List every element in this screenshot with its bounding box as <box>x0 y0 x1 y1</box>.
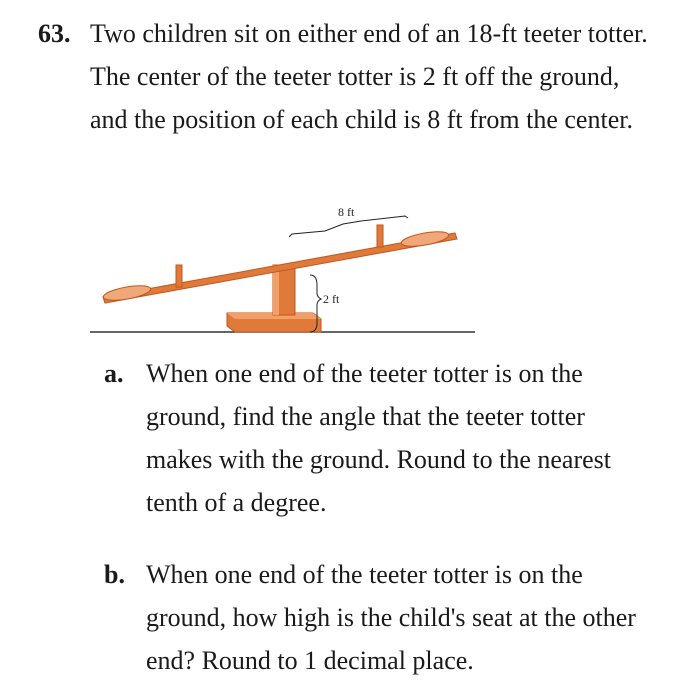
distance-bracket <box>289 216 408 237</box>
right-seat <box>400 229 449 249</box>
part-b-label: b. <box>104 560 125 589</box>
part-a-label: a. <box>104 359 124 388</box>
distance-label: 8 ft <box>338 205 355 219</box>
left-seat <box>102 283 151 303</box>
height-label: 2 ft <box>323 292 340 306</box>
left-handle <box>176 265 182 287</box>
part-b-text: When one end of the teeter totter is on the ground, how high is the child's seat at the other end? Round to 1 decimal place. <box>146 560 636 675</box>
problem-number: 63. <box>38 19 71 48</box>
problem-statement: Two children sit on either end of an 18-ft teeter totter. The center of the teeter totter is 2 ft off the ground, and the position of each child is 8 ft from the center. <box>90 19 648 134</box>
part-a-text: When one end of the teeter totter is on the ground, find the angle that the teeter totter makes with the ground. Round to the nearest tenth of a degree. <box>146 359 612 517</box>
teeter-totter-figure <box>85 195 485 340</box>
right-handle <box>377 225 383 247</box>
